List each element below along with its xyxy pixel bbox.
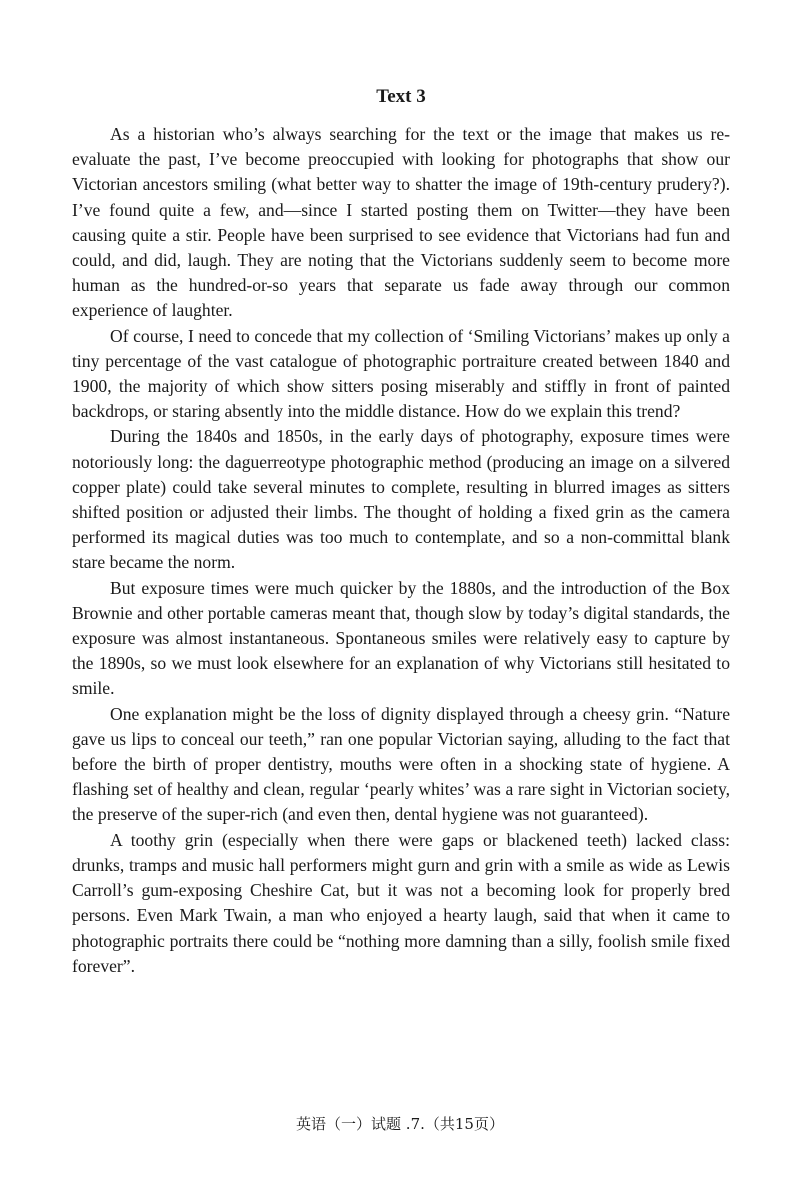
paragraph-6: A toothy grin (especially when there were gaps or blackened teeth) lacked class: drunks, tramps and music hall performers might gurn and grin with a smile as wide as Lewis Carroll’s gum-exposing Cheshire Cat, but it was not a becoming look for properly bred persons. Even Mark Twain, a man who enjoyed a hearty laugh, said that when it came to photographic portraits there could be “nothing more damning than a silly, foolish smile fixed forever”.: [72, 829, 730, 976]
paragraph-2: Of course, I need to concede that my collection of ‘Smiling Victorians’ makes up only a tiny percentage of the vast catalogue of photographic portraiture created between 1840 and 1900, the majority of which show sitters posing miserably and stiffly in front of painted backdrops, or staring absently into the middle distance. How do we explain this trend?: [72, 325, 730, 422]
paragraph-5: One explanation might be the loss of dignity displayed through a cheesy grin. “Nature gave us lips to conceal our teeth,” ran one popular Victorian saying, alluding to the fact that before the birth of proper dentistry, mouths were often in a shocking state of hygiene. A flashing set of healthy and clean, regular ‘pearly whites’ was a rare sight in Victorian society, the preserve of the super-rich (and even then, dental hygiene was not guaranteed).: [72, 703, 730, 825]
paragraph-4: But exposure times were much quicker by the 1880s, and the introduction of the Box Brownie and other portable cameras meant that, though slow by today’s digital standards, the exposure was almost instantaneous. Spontaneous smiles were relatively easy to capture by the 1890s, so we must look elsewhere for an explanation of why Victorians still hesitated to smile.: [72, 577, 730, 699]
paragraph-3: During the 1840s and 1850s, in the early days of photography, exposure times were notoriously long: the daguerreotype photographic method (producing an image on a silvered copper plate) could take several minutes to complete, resulting in blurred images as sitters shifted position or adjusted their limbs. The thought of holding a fixed grin as the camera performed its magical duties was too much to contemplate, and so a non-committal blank stare became the norm.: [72, 426, 730, 573]
document-page: [72, 84, 730, 979]
text-title: Text 3: [376, 86, 426, 107]
paragraph-1: As a historian who’s always searching for the text or the image that makes us re-evaluate the past, I’ve become preoccupied with looking for photographs that show our Victorian ancestors smiling (what better way to shatter the image of 19th-century prudery?). I’ve found quite a few, and—since I started posting them on Twitter—they have been causing quite a stir. People have been surprised to see evidence that Victorians had fun and could, and did, laugh. They are noting that the Victorians suddenly seem to become more human as the hundred-or-so years that separate us fade away through our common experience of laughter.: [72, 124, 730, 321]
page-footer: 英语（一）试题 .7.（共15页）: [296, 1115, 504, 1133]
